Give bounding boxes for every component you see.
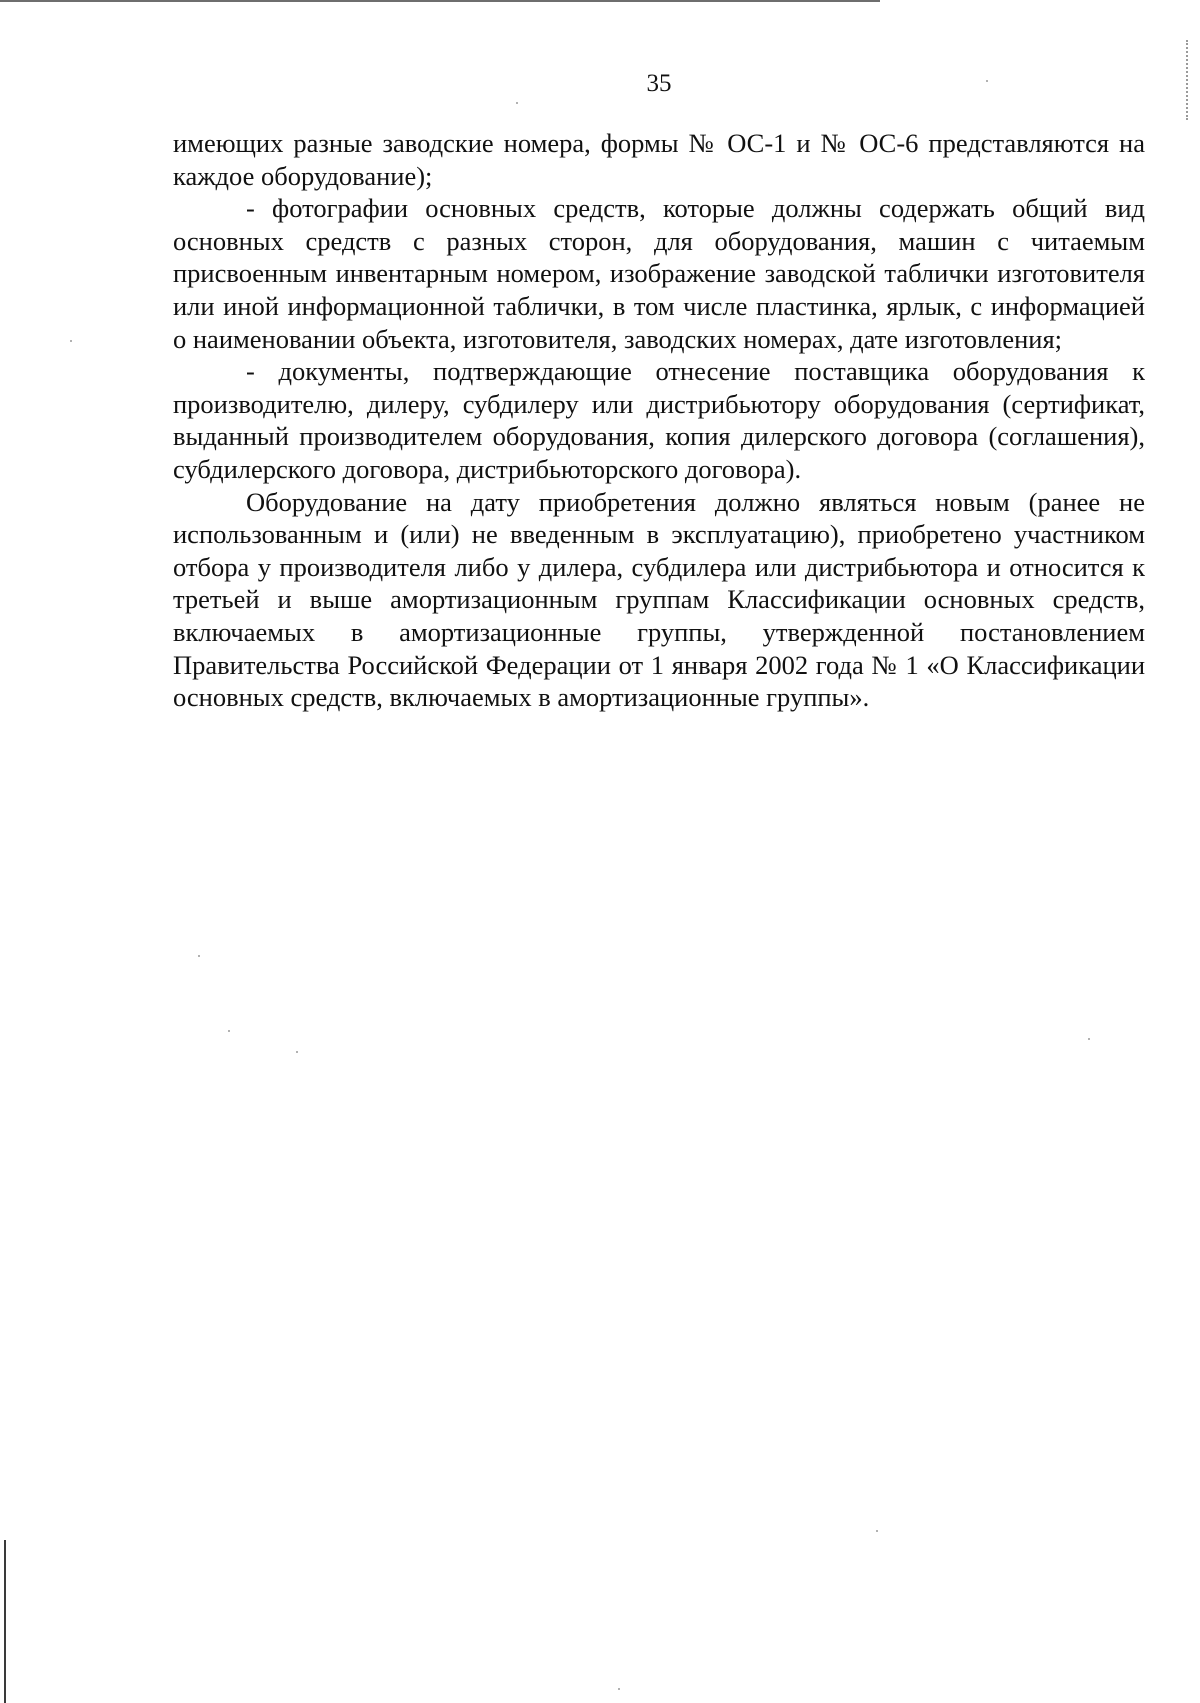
paragraph-continuation: имеющих разные заводские номера, формы № ОС-1 и № ОС-6 представляются на каждое оборудование); bbox=[173, 128, 1145, 191]
page-number: 35 bbox=[646, 70, 672, 97]
scan-speck bbox=[1088, 1038, 1090, 1040]
scan-left-edge-mark bbox=[4, 1540, 6, 1703]
scan-speck bbox=[296, 1051, 298, 1053]
scan-speck bbox=[876, 1530, 878, 1532]
paragraph-supplier-documents: - документы, подтверждающие отнесение поставщика оборудования к производителю, дилеру, субдилеру или дистрибьютору оборудования (сертификат, выданный производителем оборудования, копия дилерского договора (соглашения), субдилерского договора, дистрибьюторского договора). bbox=[173, 356, 1145, 484]
document-body bbox=[173, 127, 1145, 714]
scan-speck bbox=[198, 955, 200, 957]
paragraph-equipment-requirements: Оборудование на дату приобретения должно являться новым (ранее не использованным и (или) не введенным в эксплуатацию), приобретено участником отбора у производителя либо у дилера, субдилера или дистрибьютора и относится к третьей и выше амортизационным группам Классификации основных средств, включаемых в амортизационные группы, утвержденной постановлением Правительства Российской Федерации от 1 января 2002 года № 1 «О Классификации основных средств, включаемых в амортизационные группы». bbox=[173, 486, 1145, 713]
scan-speck bbox=[618, 1688, 620, 1690]
paragraph-photos: - фотографии основных средств, которые должны содержать общий вид основных средств с разных сторон, для оборудования, машин с читаемым присвоенным инвентарным номером, изображение заводской таблички изготовителя или иной информационной таблички, в том числе пластинка, ярлык, с информацией о наименовании объекта, изготовителя, заводских номерах, дате изготовления; bbox=[173, 193, 1145, 354]
scan-speck bbox=[228, 1030, 230, 1032]
scan-speck bbox=[516, 102, 518, 104]
scan-speck bbox=[70, 340, 72, 342]
scan-top-edge-line bbox=[0, 0, 880, 2]
